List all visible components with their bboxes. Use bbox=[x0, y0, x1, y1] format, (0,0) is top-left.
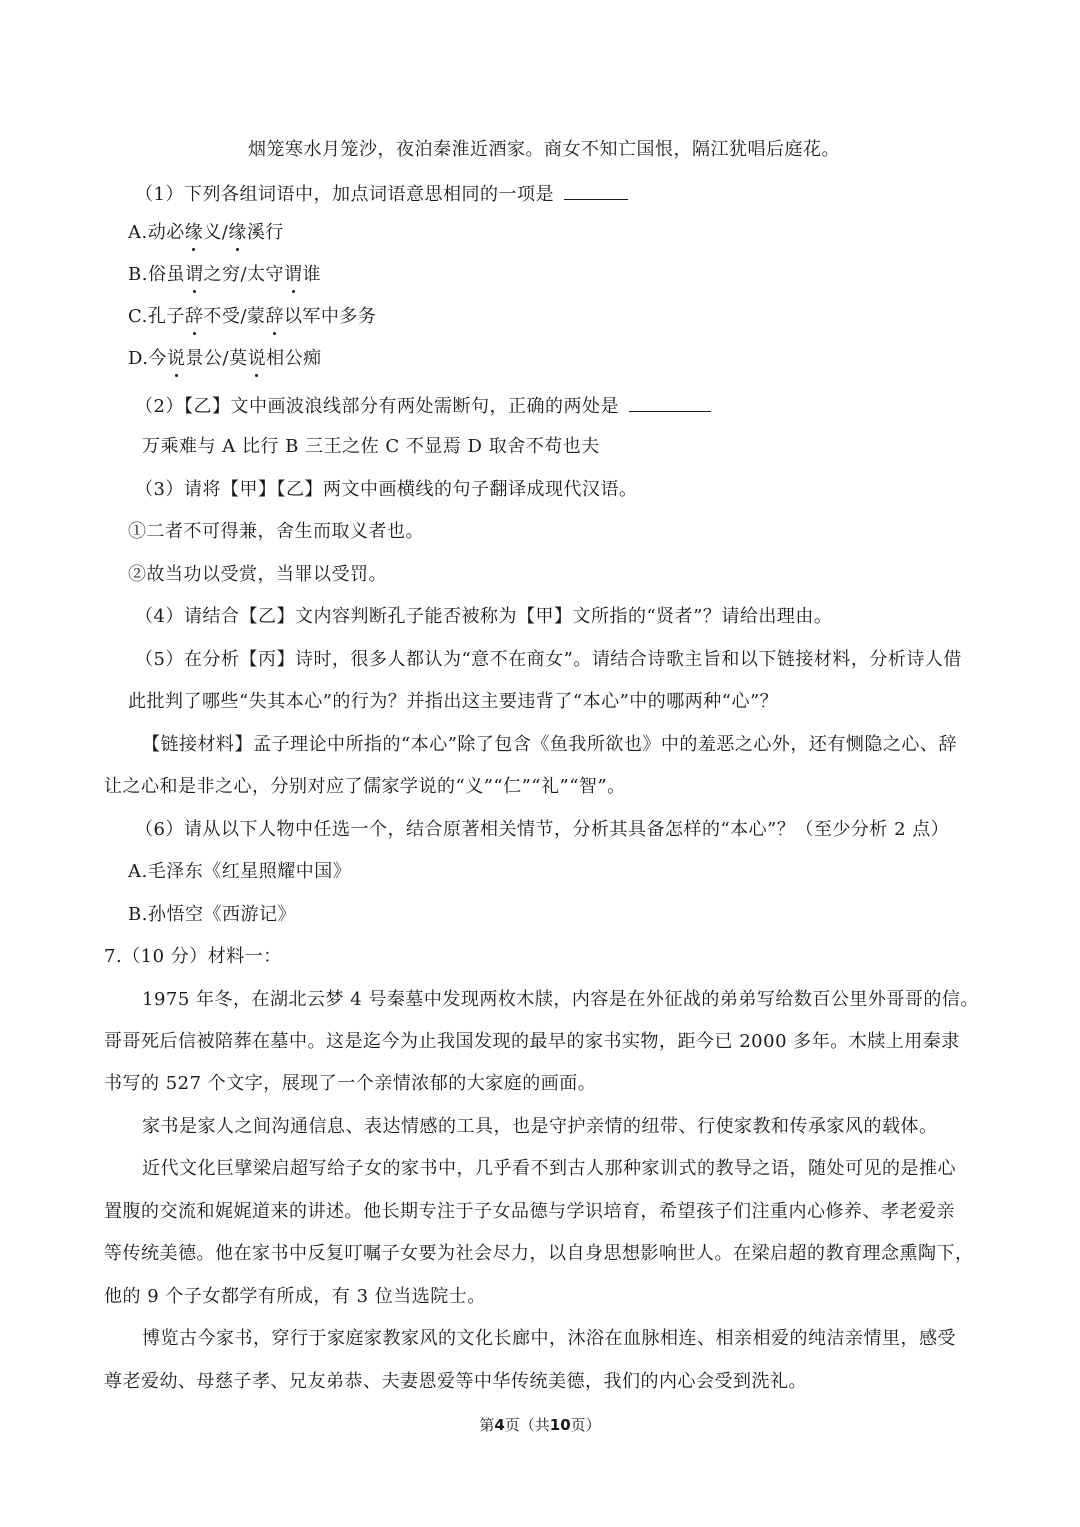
option-text: C.孔子 bbox=[128, 306, 185, 327]
option-text: D.今 bbox=[128, 348, 168, 369]
option-text: 景公/莫 bbox=[185, 348, 248, 369]
q5-line-2: 此批判了哪些“失其本心”的行为？并指出这主要违背了“本心”中的哪两种“心”？ bbox=[128, 691, 779, 712]
q3-item-2: ②故当功以受赏，当罪以受罚。 bbox=[128, 564, 387, 585]
dotted-char: 说 bbox=[167, 348, 186, 369]
q7-para-3-line-2: 置腹的交流和娓娓道来的讲述。他长期专注于子女品德与学识培育，希望孩子们注重内心修养、孝老爱亲 bbox=[104, 1201, 955, 1222]
option-text: B.俗虽 bbox=[128, 264, 185, 285]
q7-para-3-line-1: 近代文化巨擘梁启超写给子女的家书中，几乎看不到古人那种家训式的教导之语，随处可见的是推心 bbox=[142, 1158, 956, 1179]
q7-para-1-line-2: 哥哥死后信被陪葬在墓中。这是迄今为止我国发现的最早的家书实物，距今已 2000 多年。木牍上用秦隶 bbox=[104, 1031, 960, 1052]
answer-blank bbox=[629, 393, 711, 412]
option-text: 以军中多务 bbox=[283, 306, 377, 327]
q7-para-1-line-1: 1975 年冬，在湖北云梦 4 号秦墓中发现两枚木牍，内容是在外征战的弟弟写给数百公里外哥哥的信。 bbox=[142, 989, 979, 1010]
link-material-2: 让之心和是非之心，分别对应了儒家学说的“义”“仁”“礼”“智”。 bbox=[104, 776, 626, 797]
option-text: 义/ bbox=[203, 222, 229, 243]
option-text: 谁 bbox=[302, 264, 322, 285]
q3-stem: （3）请将【甲】【乙】两文中画横线的句子翻译成现代汉语。 bbox=[135, 479, 638, 500]
dotted-char: 辞 bbox=[184, 306, 204, 327]
dotted-char: 说 bbox=[247, 348, 267, 369]
option-text: 溪行 bbox=[246, 222, 284, 243]
answer-blank bbox=[564, 181, 628, 200]
dotted-char: 谓 bbox=[184, 264, 204, 285]
q2-sentence: 万乘难与 A 比行 B 三王之佐 C 不显焉 D 取舍不苟也夫 bbox=[142, 436, 600, 457]
q2-stem-text: （2）【乙】文中画波浪线部分有两处需断句，正确的两处是 bbox=[135, 396, 619, 417]
footer-text: 页（共 bbox=[504, 1416, 550, 1434]
q1-option-d bbox=[128, 347, 322, 371]
dotted-char: 缘 bbox=[184, 222, 204, 243]
page-number: 4 bbox=[494, 1416, 505, 1434]
q1-option-c bbox=[128, 305, 376, 329]
footer-text: 页） bbox=[570, 1416, 601, 1434]
q1-option-a bbox=[128, 221, 284, 245]
q7-para-2-line-1: 家书是家人之间沟通信息、表达情感的工具，也是守护亲情的纽带、行使家教和传承家风的载体。 bbox=[142, 1116, 938, 1137]
q7-para-4-line-2: 尊老爱幼、母慈子孝、兄友弟恭、夫妻恩爱等中华传统美德，我们的内心会受到洗礼。 bbox=[104, 1371, 807, 1392]
option-text: 相公痴 bbox=[266, 348, 322, 369]
dotted-char: 辞 bbox=[265, 306, 284, 327]
q7-para-1-line-3: 书写的 527 个文字，展现了一个亲情浓郁的大家庭的画面。 bbox=[104, 1073, 597, 1094]
dotted-char: 缘 bbox=[228, 222, 247, 243]
q1-option-b bbox=[128, 263, 321, 287]
option-text: 不受/蒙 bbox=[203, 306, 266, 327]
q3-item-1: ①二者不可得兼，舍生而取义者也。 bbox=[128, 521, 424, 542]
q6-option-a: A.毛泽东《红星照耀中国》 bbox=[128, 861, 352, 882]
option-text: A.动必 bbox=[128, 222, 185, 243]
q5-line-1: （5）在分析【丙】诗时，很多人都认为“意不在商女”。请结合诗歌主旨和以下链接材料，分析诗人借 bbox=[135, 649, 962, 670]
q1-stem-text: （1）下列各组词语中，加点词语意思相同的一项是 bbox=[135, 184, 554, 205]
q7-para-3-line-4: 他的 9 个子女都学有所成，有 3 位当选院士。 bbox=[104, 1286, 486, 1307]
q7-heading: 7.（10 分）材料一： bbox=[104, 946, 282, 967]
total-pages: 10 bbox=[549, 1416, 571, 1434]
poem-line: 烟笼寒水月笼沙，夜泊秦淮近酒家。商女不知亡国恨，隔江犹唱后庭花。 bbox=[248, 139, 840, 160]
q6-stem: （6）请从以下人物中任选一个，结合原著相关情节，分析其具备怎样的“本心”？（至少分析 2 点） bbox=[135, 819, 950, 840]
q6-option-b: B.孙悟空《西游记》 bbox=[128, 904, 296, 925]
q1-stem bbox=[135, 181, 628, 207]
q2-stem bbox=[135, 393, 711, 419]
q7-para-3-line-3: 等传统美德。他在家书中反复叮嘱子女要为社会尽力，以自身思想影响世人。在梁启超的教育理念熏陶下， bbox=[104, 1243, 974, 1264]
q7-para-4-line-1: 博览古今家书，穿行于家庭家教家风的文化长廊中，沐浴在血脉相连、相亲相爱的纯洁亲情里，感受 bbox=[142, 1328, 956, 1349]
page-footer bbox=[0, 1415, 1080, 1435]
footer-text: 第 bbox=[479, 1416, 495, 1434]
link-material-1: 【链接材料】孟子理论中所指的“本心”除了包含《鱼我所欲也》中的羞恶之心外，还有恻隐之心、辞 bbox=[142, 734, 957, 755]
q4-stem: （4）请结合【乙】文内容判断孔子能否被称为【甲】文所指的“贤者”？请给出理由。 bbox=[135, 606, 833, 627]
option-text: 之穷/太守 bbox=[203, 264, 285, 285]
dotted-char: 谓 bbox=[284, 264, 303, 285]
